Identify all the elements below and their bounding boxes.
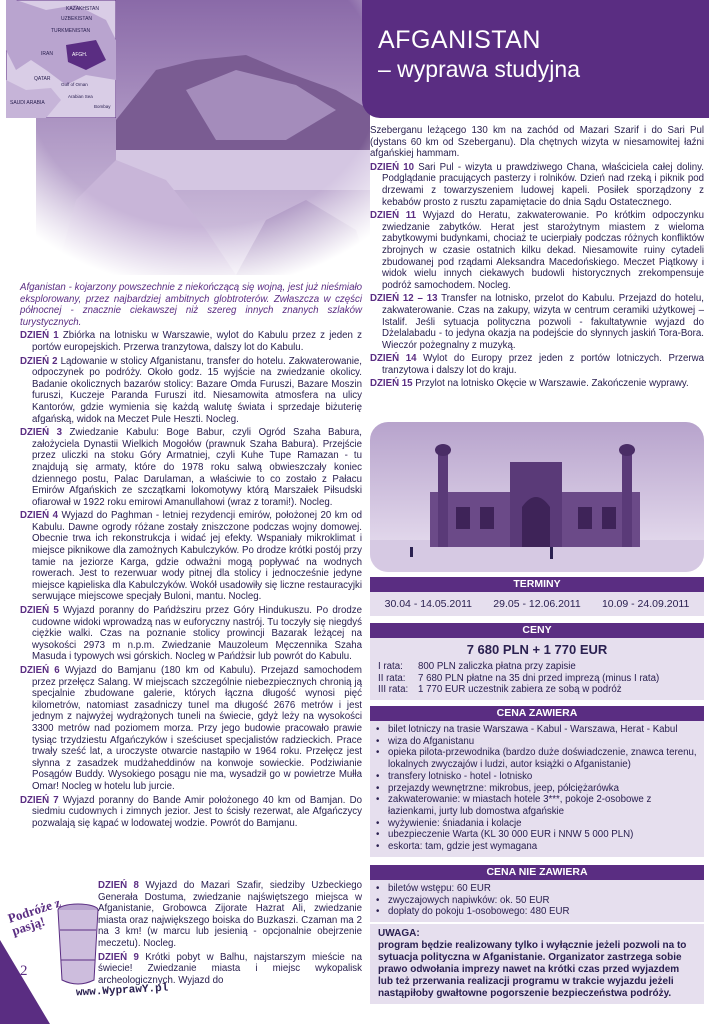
map-label: KAZAKHSTAN [66,6,99,12]
map-inset [6,0,116,118]
list-item: • bilet lotniczy na trasie Warszawa - Kabul - Warszawa, Herat - Kabul [388,724,698,736]
page-number: 2 [20,963,28,979]
day-paragraph: DZIEŃ 4 Wyjazd do Paghman - letniej rezydencji emirów, położonej 20 km od Kabulu. Dawne ogrody różane zostały zniszczone podczas wojny domowej. Obecnie trwa ich rekonstrukcja i widać jej efekty. Wspaniały mikroklimat i miejsce piknikowe dla zamożnych Kabulczyków. Po drodze krótki postój przy tamie na jeziorze Karga, gdzie odważni mogą popływać na wodnych rowerach. Jest to rezerwuar wody pitnej dla stolicy i jednocześnie jedyne miejsce kąpieliska dla Kabulczyków. Wokół usadowiły się liczne restauracyjki serwujące miejscowe specjały Buloni, mantu. Nocleg. [20,510,362,603]
installment-row: III rata: 1 770 EUR uczestnik zabiera ze sobą w podróż [378,684,622,696]
day-paragraph: DZIEŃ 3 Zwiedzanie Kabulu: Boge Babur, czyli Ogród Szaha Babura, założyciela Dynastii Wielkich Mogołów (prawnuk Szaha Babura). Przejście przez uliczki na stoku Góry Armatniej, czyli Kuhe Tupe Ramazan - tu znajdują się armaty, które do 1978 roku salwą obwieszczały koniec dziennego postu, Palac Darulaman, a właściwie to co zostało z Pałacu Emirów Afgańskich ze szczątkami lokomotywy którą Marszałek Piłsudski ofiarował w 1922 roku emirowi Amanullahowi (wraz z torami!). Nocleg. [20,427,362,508]
title-banner [362,0,709,118]
mosque-photo [370,422,704,572]
uwaga-section [370,924,704,1004]
day-paragraph: DZIEŃ 12 – 13 Transfer na lotnisko, przelot do Kabulu. Przejazd do hotelu, zakwaterowanie. Czas na zakupy, wizyta w centrum ceramiki użytkowej – Istalif. Jeśli sytuacja polityczna pozwoli - fakultatywnie wyjazd do Dżelalabadu - to jedyna okazja na podejście do słynnych jaskiń Tora-Bora. Wieczór pożegnalny z muzyką. [370,293,704,351]
day-paragraph: DZIEŃ 1 Zbiórka na lotnisku w Warszawie, wylot do Kabulu przez z jeden z portów europejskich. Przerwa tranzytowa, dalszy lot do Kabulu. [20,330,362,353]
map-label: AFGH. [72,52,88,58]
ceny-header: CENY [370,623,704,638]
list-item: • transfery lotnisko - hotel - lotnisko [388,771,698,783]
list-item: • zwyczajowych napiwków: ok. 50 EUR [388,895,698,907]
day-paragraph: DZIEŃ 15 Przylot na lotnisko Okęcie w Warszawie. Zakończenie wyprawy. [370,378,689,390]
day-paragraph: Szeberganu leżącego 130 km na zachód od Mazari Szarif i do Sari Pul (dystans 60 km od Szeberganu). Dla chętnych wizyta w niesamowitej łaźni afgańskiej hammam. [370,125,704,160]
list-item: • dopłaty do pokoju 1-osobowego: 480 EUR [388,906,698,918]
tagline: Podróże z pasją! [5,894,63,939]
map-label: UZBEKISTAN [61,16,93,22]
map-label: IRAN [41,51,53,57]
installments [370,659,704,700]
map-label: TURKMENISTAN [51,28,91,34]
installment-row: II rata: 7 680 PLN płatne na 35 dni przed imprezą (minus I rata) [378,672,660,684]
itinerary-right-column [370,125,704,392]
list-item: • opieka pilota-przewodnika (bardzo duże doświadczenie, znawca terenu, lokalnych zwyczajów i ludzi, autor książki o Afganistanie) [388,747,698,770]
itinerary-left-bottom [98,880,362,986]
day-paragraph: DZIEŃ 9 Krótki pobyt w Balhu, najstarszym mieście na świecie! Zwiedzanie miasta i miejsc wykopalisk archeologicznych. Wyjazd do [98,951,362,986]
day-paragraph: DZIEŃ 8 Wyjazd do Mazari Szafir, siedziby Uzbeckiego Generała Dostuma, zwiedzanie najświętszego miejsca w Afganistanie, Grobowca Zijorate Hazrat Ali, zwiedzanie miasta oraz największego boiska do Buzkaszi. Czaman ma 2 na 3 km! (w marcu lub jesienią - opcjonalnie obejrzenie meczetu). Nocleg. [98,880,362,949]
day-paragraph: DZIEŃ 6 Wyjazd do Bamjanu (180 km od Kabulu). Przejazd samochodem przez przełęcz Salang. W miejscach szczególnie niebezpiecznych chronią ją specjalnie zbudowane galerie, których łączna długość wynosi pięć kilometrów, natomiast zasadniczy tunel ma długość 2676 metrów i jest jednym z najwyżej wydrążonych tuneli na świecie, gdyż leży na wysokości 3300 metrów nad poziomem morza. Przy jego budowie pracowało prawie tysiąc trzydziestu Afgańczyków i sześciuset specjalistów radzieckich. Prace trwały sześć lat, a uroczyste otwarcie nastąpiło w 1964 roku. Przełęcz jest słynna z zasadzek mudżaheddinów na konwoje sowieckie. Podziwianie Posągów Buddy. Wysokiego posągu nie ma, wysadził go w powietrze Mułła Omar! Nocleg w hotelu lub jurcie. [20,665,362,792]
price-total: 7 680 PLN + 1 770 EUR [466,642,608,657]
installment-row: I rata: 800 PLN zaliczka płatna przy zapisie [378,661,576,672]
map-label: SAUDI ARABIA [10,100,45,106]
terminy-header: TERMINY [370,577,704,592]
itinerary-left-column [20,282,362,831]
list-item: • wyżywienie: śniadania i kolacje [388,818,698,830]
list-item: • biletów wstępu: 60 EUR [388,883,698,895]
uwaga-label: UWAGA: [378,928,420,939]
date-range: 29.05 - 12.06.2011 [493,598,581,610]
page-title: AFGANISTAN [378,26,541,54]
terminy-dates [370,592,704,616]
website-link[interactable]: www.WyprawY.pl [75,982,169,1000]
ceny-section [370,623,704,700]
day-paragraph: DZIEŃ 5 Wyjazd poranny do Pańdższiru przez Góry Hindukuszu. Po drodze cudowne widoki wprowadzą nas w euforyczny nastrój. Tu toczyły się niegdyś ciężkie walki. Czas na poznanie stolicy prowincji Bazarak leżącej na wysokości 2973 m n.p.m. Zwiedzanie Mauzoleum Męczennika Szaha Masuda i typowych wsi górskich. Nocleg w Pańdżsir lub powrót do Kabulu. [20,605,362,663]
map-label: Arabian Sea [68,94,93,99]
date-range: 30.04 - 14.05.2011 [384,598,473,610]
day-paragraph: DZIEŃ 11 Wyjazd do Heratu, zakwaterowanie. Po krótkim odpoczynku zwiedzanie zabytków. Herat jest starożytnym miastem z wieloma zabytkowymi budynkami, chociaż te ucierpiały podczas różnych konfliktów zbrojnych w czasie ostatnich kilku dekad. Niesamowite ruiny cytadeli zbudowanej pod rządami Aleksandra Macedońskiego. Meczet Piątkowy i widok wielu innych ciekawych budowli historycznych zrekompensuje podróż samochodem. Nocleg. [370,210,704,291]
intro-paragraph: Afganistan - kojarzony powszechnie z niekończącą się wojną, jest już nieśmiało eksplorowany, przez najbardziej ambitnych globtroterów. Zwłaszcza w części północnej - znacznie ciekawszej niż szereg innych znanych szlaków turystycznych. [20,282,362,328]
terminy-section [370,577,704,616]
cena-nie-zawiera-section [370,865,704,922]
map-label: Gulf of Oman [61,82,88,87]
list-item: • przejazdy wewnętrzne: mikrobus, jeep, półciężarówka [388,783,698,795]
list-item: • wiza do Afganistanu [388,736,698,748]
map-label: Bombay [94,104,111,109]
day-paragraph: DZIEŃ 14 Wylot do Europy przez jeden z portów lotniczych. Przerwa tranzytowa i dalszy lot do kraju. [370,353,705,376]
day-paragraph: DZIEŃ 7 Wyjazd poranny do Bande Amir położonego 40 km od Bamjan. Do siedmiu cudownych i zimnych jezior. Jest to ścisły rezerwat, ale Afgańczycy pozwalają się kąpać w lodowatej wodzie. Powrót do Bamjanu. [20,794,362,829]
list-item: • zakwaterowanie: w miastach hotele 3***, pokoje 2-osobowe z łazienkami, jurty lub domostwa afgańskie [388,794,698,817]
day-paragraph: DZIEŃ 10 Sari Pul - wizyta u prawdziwego Chana, właściciela całej doliny. Podglądanie pracujących pasterzy i rolników. Dzień nad rzeką i piknik pod drzewami z towarzyszeniem ludowej kapeli. Posiłek sporządzony z kebabów prosto z rusztu zapamiętacie do dnia Sądu Ostatecznego. [370,161,704,208]
uwaga-text: program będzie realizowany tylko i wyłącznie jeżeli pozwoli na to sytuacja polityczna w Afganistanie. Organizator zastrzega sobie prawo odwołania imprezy nawet na krótki czas przed wyjazdem lub też przerwania realizacji programu w trakcie wyjazdu jeżeli nastąpiłoby gwałtowne pogorszenie bezpieczeństwa podróży. [378,940,687,999]
cena-nie-zawiera-header: CENA NIE ZAWIERA [370,865,704,880]
date-range: 10.09 - 24.09.2011 [601,598,690,610]
day-paragraph: DZIEŃ 2 Lądowanie w stolicy Afganistanu, transfer do hotelu. Zakwaterowanie, odpoczynek po podróży. Około godz. 15 wyjście na zwiedzanie okolicy. Badanie okolicznych bazarów stolicy: Bazare Omda Furuszi, Bazare Moszin furuszi, Kuczeje Paranda Furuszi itd. Niesamowita atmosfera na ulicy Kantorów, gdzie wymienia się każdą walutę świata i sprzedaje biżuterię afgańską, widok na Meczet Pule Heszti. Nocleg. [20,355,362,425]
page-subtitle: – wyprawa studyjna [378,56,580,82]
list-item: • eskorta: tam, gdzie jest wymagana [388,841,698,853]
map-label: QATAR [34,76,51,82]
list-item: • ubezpieczenie Warta (KL 30 000 EUR i NNW 5 000 PLN) [388,829,698,841]
cena-zawiera-section [370,706,704,857]
cena-zawiera-header: CENA ZAWIERA [370,706,704,721]
